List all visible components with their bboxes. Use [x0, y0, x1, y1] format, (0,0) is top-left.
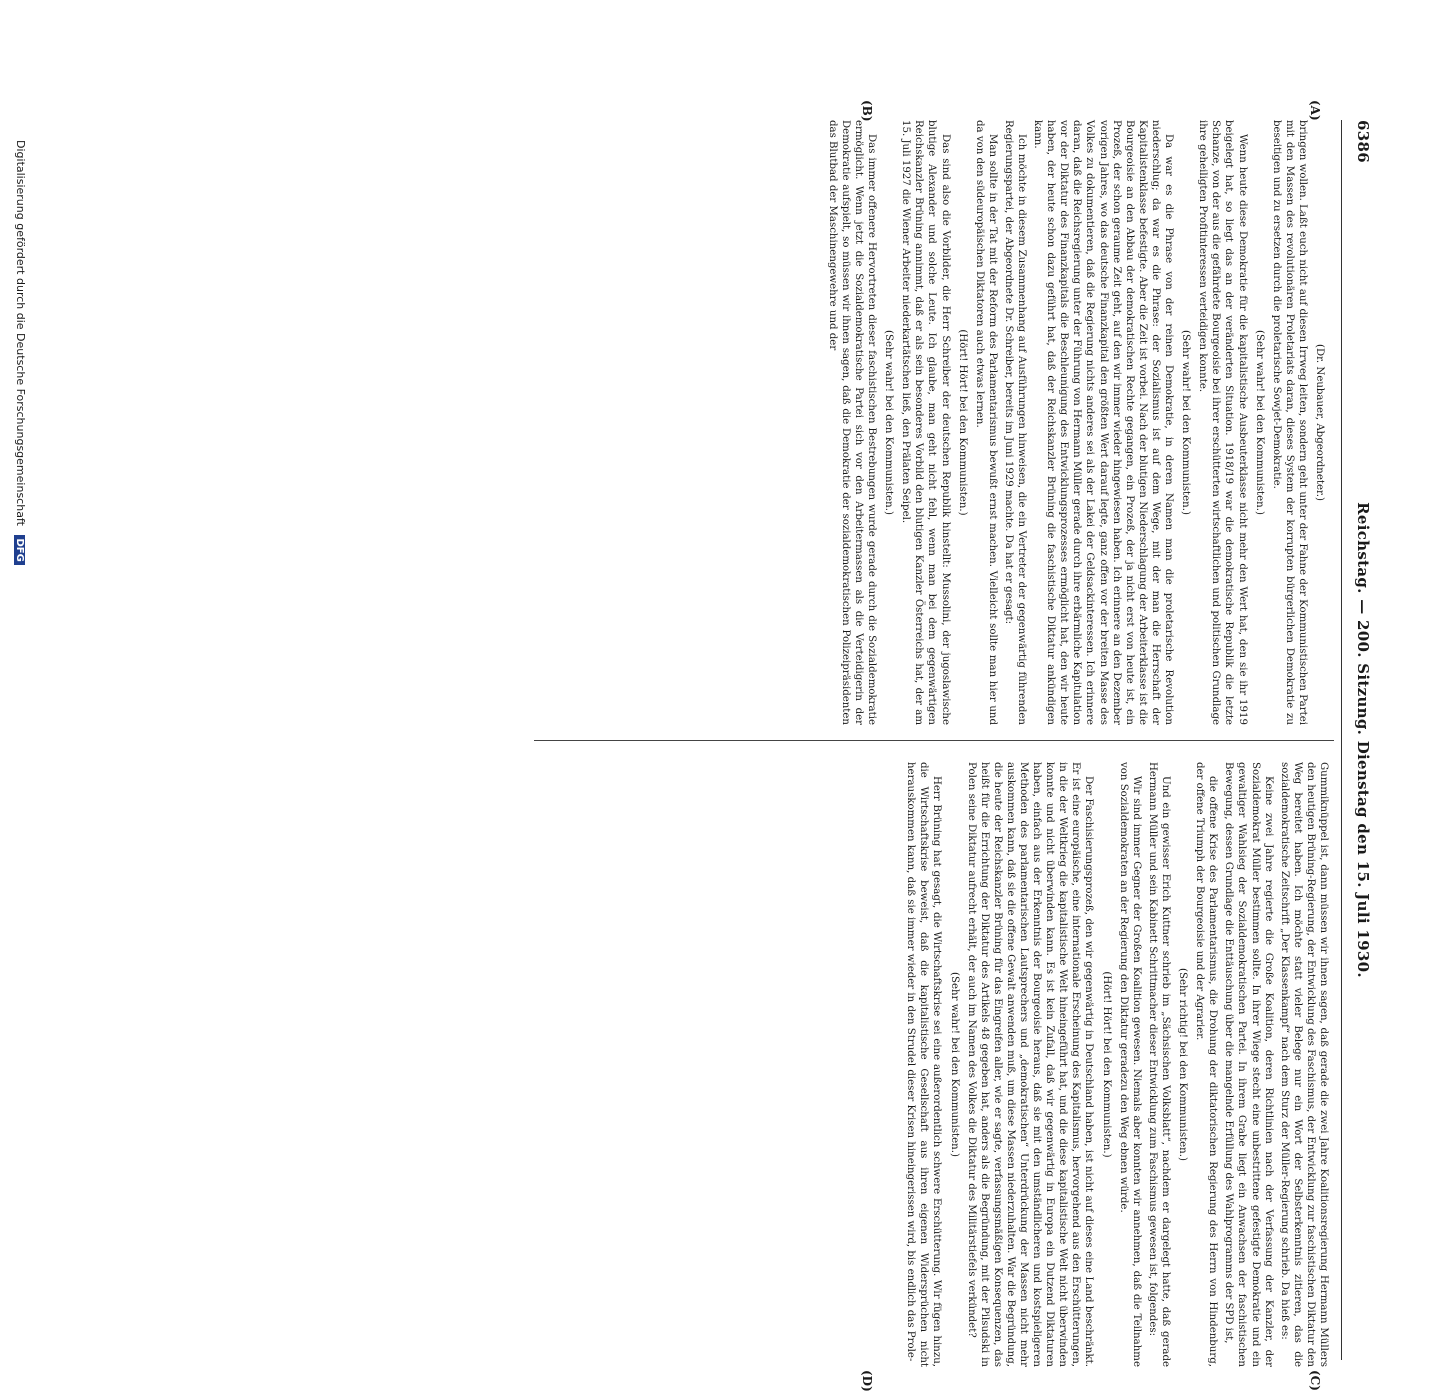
quotation: Wir sind immer Gegner der Großen Koalition gewesen. Niemals aber konnten wir annehmen, daß die Teilnahme von Sozialdemokraten an der Regierung den Diktatur geradezu den Weg ebnen würde. [1117, 762, 1142, 1367]
quotation: die offene Krise des Parlamentarismus, die Drohung der diktatorischen Regierung des Herrn von Hindenburg, der offene Triumph der Bourgeoisie und der Agrarier. [1194, 762, 1219, 1367]
paragraph: Da war es die Phrase von der reinen Demokratie, in deren Namen man die proletarische Revolution niederschlug; da war es die Phrase: der Sozialismus ist auf dem Wege, mit der man die Herrschaft der Kapitalistenklasse befestigte. Aber die Zeit ist vorbei. Nach der blutigen Niederschlagung der Arbeiterklasse ist die Bourgeoisie an den Abbau der demokratischen Rechte gegangen, ein Prozeß, der ja nicht erst von heute ist, ein Prozeß, der schon geraume Zeit geht, auf den wir immer wieder hingewiesen haben. Ich erinnere an den Dezember vorigen Jahres, wo das deutsche Finanzkapital den größten Wert darauf legte, ganz offen vor der breiten Masse des Volkes zu dokumentieren, daß die Regierung nichts anderes sei als der Lakei der Geldsackinteressen. Ich erinnere daran, daß die Reichsregierung unter der Führung von Hermann Müller gerade durch ihre erbärmliche Kapitulation vor der Diktatur des Finanzkapitals die Beschleunigung des Entwicklungsprozesses ermöglicht hat, den wir heute haben, der heute schon dazu geführt hat, daß der Reichskanzler Brüning die faschistische Diktatur ankündigen kann. [1032, 120, 1175, 725]
right-column [901, 762, 1330, 1367]
margin-mark-b: (B) [860, 100, 874, 122]
page-number: 6386 [1354, 120, 1372, 163]
interjection: (Sehr wahr! bei den Kommunisten.) [1180, 330, 1192, 515]
footer-text: Digitalisierung gefördert durch die Deutsche Forschungsgemeinschaft [14, 140, 27, 526]
paragraph: Das immer offenere Hervortreten dieser faschistischen Bestrebungen wurde gerade durch die Sozialdemokratie ermöglicht. Wenn jetzt die Sozialdemokratische Partei sich vor den Arbeitermassen als die Verteidigerin der Demokratie aufspielt, so müssen wir ihnen sagen, daß die Demokratie der sozialdemokratischen Polizeipräsidenten das Blutbad der Maschinengewehre und der [826, 120, 878, 725]
left-column [823, 120, 1330, 725]
interjection: (Hört! Hört! bei den Kommunisten.) [1100, 971, 1112, 1158]
margin-mark-c: (C) [1308, 1370, 1322, 1391]
paragraph: Wenn heute diese Demokratie für die kapitalistische Ausbeuterklasse nicht mehr den Wert hat, den sie ihr 1919 beigelegt hat, so liegt das an der veränderten Situation. 1918/19 war die demokratische Republik die letzte Schanze, von der aus die gefährdete Bourgeoisie bei ihrer erschütterten wirtschaftlichen und politischen Grundlage ihre geheiligten Profitinteressen verteidigen konnte. [1197, 120, 1248, 725]
quotation: Keine zwei Jahre regierte die Große Koalition, deren Richtlinien nach der Verfassung der Kanzler, der Sozialdemokrat Müller bestimmen sollte. In ihrer Wiege stecht eine unbestrittene gefestigte Demokratie und ein gewaltiger Wahlsieg der Sozialdemokratischen Partei. In ihrem Grabe liegt ein Anwachsen der faschistischen Bewegung, dessen Grundlage die Enttäuschung über die mangelnde Erfüllung des Wahlprogramms der SPD ist, [1223, 762, 1274, 1367]
interjection: (Hört! Hört! bei den Kommunisten.) [956, 329, 968, 516]
interjection: (Sehr wahr! bei den Kommunisten.) [1253, 330, 1265, 515]
margin-mark-a: (A) [1308, 100, 1322, 121]
page-title: Reichstag. — 200. Sitzung. Dienstag den 15. Juli 1930. [1354, 502, 1372, 978]
dfg-logo: DFG [14, 535, 25, 564]
digitization-footer [14, 140, 27, 565]
paragraph: bringen wollen. Laßt euch nicht auf diesen Irrweg leiten, sondern geht unter der Fahne der Kommunistischen Partei mit den Massen des revolutionären Proletariats daran, dieses System der korrupten bürgerlichen Demokratie zu beseitigen und zu ersetzen durch die proletarische Sowjet-Demokratie. [1270, 120, 1308, 725]
paragraph: Herr Brüning hat gesagt, die Wirtschaftskrise sei eine außerordentlich schwere Erschütterung. Wir fügen hinzu, die Wirtschaftskrise beweist, daß die kapitalistische Gesellschaft aus ihren eigenen Widersprüchen nicht herauskommen kann, daß sie immer wieder in den Strudel dieser Krisen hineingerissen wird, bis endlich das Prole- [905, 762, 943, 1367]
quotation: Man sollte in der Tat mit der Reform des Parlamentarismus bewußt ernst machen. Vielleicht sollte man hier und da von den südeuropäischen Diktatoren auch etwas lernen. [973, 120, 998, 725]
paragraph: Gummiknüppel ist, dann müssen wir ihnen sagen, daß gerade die zwei Jahre Koalitionsregierung Hermann Müllers den heutigen Brüning-Regierung, der Entwicklung des Faschismus, der Entwicklung zur faschistischen Diktatur den Weg bereitet haben. Ich möchte statt vieler Belege nur ein Wort der Selbsterkenntnis zitieren, das die sozialdemokratische Zeitschrift „Der Klassenkampf“ nach dem Sturz der Müller-Regierung schrieb. Da hieß es: [1278, 762, 1329, 1367]
page-header [1348, 120, 1372, 1360]
interjection: (Sehr wahr! bei den Kommunisten.) [883, 330, 895, 515]
paragraph: Der Faschisierungsprozeß, den wir gegenwärtig in Deutschland haben, ist nicht auf dieses eine Land beschränkt. Er ist eine europäische, eine internationale Erscheinung des Kapitalismus, hervorgehend aus den Erschütterungen, in die der Weltkrieg die kapitalistische Welt hineingeführt hat, und die diese kapitalistische Welt nicht überwinden konnte und nicht überwinden kann. Es ist kein Zufall, daß wir gegenwärtig in Europa ein Dutzend Diktaturen haben, einfach aus der Erkenntnis der Bourgeoisie heraus, daß sie mit den umständlicheren und kostspieligeren Methoden des parlamentarischen Lautsprechers und „demokratischen“ Unterdrückung der Massen nicht mehr auskommen kann, daß sie die offene Gewalt anwenden muß, um diese Massen niederzuhalten. War die Begründung, die heute der Reichskanzler Brüning für das Eingreifen aller, wie er sagte, verfassungsmäßigen Konsequenzen, das heißt für die Errichtung der Diktatur des Artikels 48 gegeben hat, anders als die Begründung, mit der Pilsudski in Polen seine Diktatur aufrecht erhält, der auch im Namen des Volkes die Diktatur des Militärstiefels verkündet? [965, 762, 1095, 1367]
column-divider [534, 740, 1334, 741]
header-rule [1341, 120, 1342, 1360]
paragraph: Und ein gewisser Erich Kuttner schrieb im „Sächsischen Volksblatt“, nachdem er dargelegt hatte, daß gerade Hermann Müller und sein Kabinett Schrittmacher dieser Entwicklung zum Faschismus gewesen ist, folgendes: [1146, 762, 1171, 1367]
speaker-line: (Dr. Neubauer, Abgeordneter.) [1314, 344, 1325, 501]
paragraph: Ich möchte in diesem Zusammenhang auf Ausführungen hinweisen, die ein Vertreter der gegenwärtig führenden Regierungspartei, der Abgeordnete Dr. Schreiber, bereits im Juni 1929 machte. Da hat er gesagt: [1002, 120, 1028, 725]
interjection: (Sehr richtig! bei den Kommunisten.) [1177, 968, 1189, 1161]
paragraph: Das sind also die Vorbilder, die Herr Schreiber der deutschen Republik hinstellt: Mussolini, der jugoslawische blutige Alexander und solche Leute. Ich glaube, man geht nicht fehl, wenn man bei dem gegenwärtigen Reichskanzler Brüning annimmt, daß er als sein besonderes Vorbild den blutigen Kanzler Österreichs hat, der am 15. Juli 1927 die Wiener Arbeiter niederkartätschen ließ, den Prälaten Seipel. [900, 120, 951, 725]
interjection: (Sehr wahr! bei den Kommunisten.) [948, 972, 960, 1157]
margin-mark-d: (D) [860, 1370, 874, 1392]
